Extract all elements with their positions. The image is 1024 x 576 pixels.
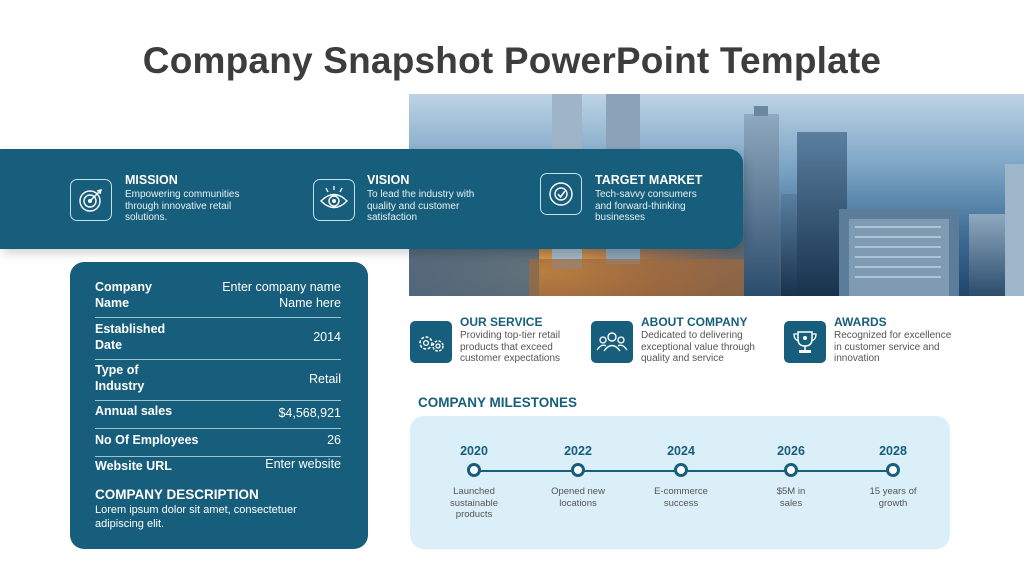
about-company-text: Dedicated to delivering exceptional value through quality and service (641, 330, 755, 364)
company-details-card (70, 262, 368, 549)
milestone-year: 2028 (879, 444, 907, 458)
target-icon (70, 179, 112, 221)
industry-type-value: Retail (309, 372, 341, 386)
mission-heading: MISSION (125, 173, 178, 187)
milestone-year: 2026 (777, 444, 805, 458)
description-text: Lorem ipsum dolor sit amet, consectetuer adipiscing elit. (95, 504, 297, 530)
milestone-year: 2022 (564, 444, 592, 458)
team-icon (591, 321, 633, 363)
milestone-dot (571, 463, 585, 477)
website-value: Enter website (265, 457, 341, 471)
website-row (95, 459, 341, 481)
milestone-dot (467, 463, 481, 477)
our-service-text: Providing top-tier retail products that exceed customer expectations (460, 330, 561, 364)
vision-text: To lead the industry with quality and customer satisfaction (367, 189, 475, 223)
company-name-row (95, 280, 341, 318)
milestone-year: 2020 (460, 444, 488, 458)
gears-icon (410, 321, 452, 363)
milestone-text: $5M in sales (776, 486, 806, 509)
awards-text: Recognized for excellence in customer service and innovation (834, 330, 952, 364)
slide-title: Company Snapshot PowerPoint Template (142, 40, 882, 81)
milestone-text: Launched sustainable products (449, 486, 499, 520)
milestone-text: 15 years of growth (869, 486, 917, 509)
company-name-label: Company Name (95, 280, 152, 310)
milestone-text: Opened new locations (551, 486, 605, 509)
vision-heading: VISION (367, 173, 410, 187)
industry-type-row (95, 363, 341, 401)
company-name-value: Enter company name Name here (222, 280, 341, 310)
milestones-title: COMPANY MILESTONES (418, 395, 578, 410)
website-label: Website URL (95, 459, 172, 473)
milestone-dot (674, 463, 688, 477)
about-company-heading: ABOUT COMPANY (641, 315, 748, 329)
annual-sales-value: $4,568,921 (278, 406, 341, 420)
employees-label: No Of Employees (95, 433, 199, 447)
annual-sales-row (95, 404, 341, 429)
trophy-icon (784, 321, 826, 363)
established-date-value: 2014 (313, 330, 341, 344)
target-market-icon (540, 173, 582, 215)
annual-sales-label: Annual sales (95, 404, 173, 418)
mission-text: Empowering communities through innovative retail solutions. (125, 189, 240, 223)
employees-value: 26 (327, 433, 341, 447)
milestones-timeline (410, 416, 950, 549)
our-service-heading: OUR SERVICE (460, 315, 543, 329)
eye-icon (313, 179, 355, 221)
milestone-dot (784, 463, 798, 477)
awards-heading: AWARDS (834, 315, 887, 329)
milestone-dot (886, 463, 900, 477)
established-date-label: Established Date (95, 322, 166, 352)
target-market-heading: TARGET MARKET (595, 173, 703, 187)
target-market-text: Tech-savvy consumers and forward-thinking businesses (595, 189, 697, 223)
mission-vision-band (0, 149, 743, 249)
description-heading: COMPANY DESCRIPTION (95, 487, 259, 502)
established-date-row (95, 322, 341, 360)
milestone-text: E-commerce success (654, 486, 708, 509)
industry-type-label: Type of Industry (95, 363, 145, 393)
milestone-year: 2024 (667, 444, 695, 458)
employees-row (95, 433, 341, 457)
